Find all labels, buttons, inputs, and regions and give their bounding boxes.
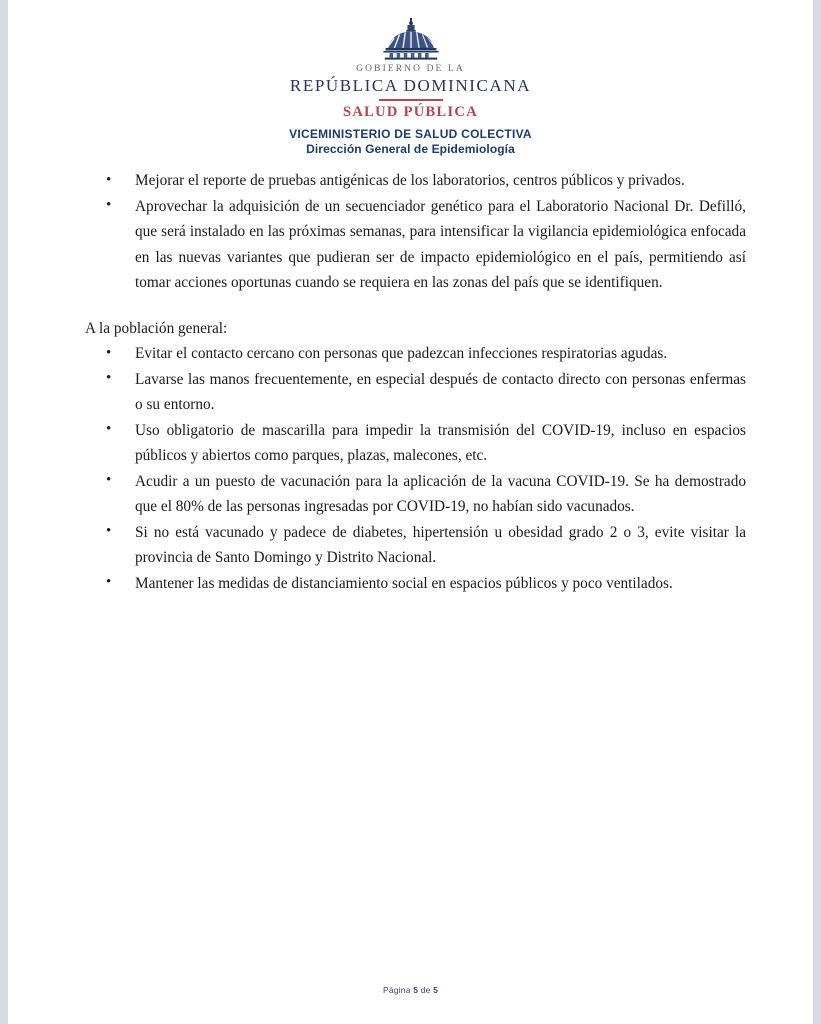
population-recommendations-list xyxy=(82,341,746,596)
viceministerio-subtitle: VICEMINISTERIO DE SALUD COLECTIVA xyxy=(289,127,532,141)
document-body xyxy=(82,168,746,596)
list-item: • Mejorar el reporte de pruebas antigénicas de los laboratorios, centros públicos y privados. xyxy=(82,168,746,194)
header-divider xyxy=(379,99,443,101)
list-item: • Aprovechar la adquisición de un secuenciador genético para el Laboratorio Nacional Dr. Defilló, que será instalado en las próximas semanas, para intensificar la vigilancia epidemiológica enfocada en las nuevas variantes que pudieran ser de impacto epidemiológico en el país, permitiendo así tomar acciones oportunas cuando se requiera en las zonas del país que se identifiquen. xyxy=(82,194,746,296)
list-item: • Mantener las medidas de distanciamiento social en espacios públicos y poco ventilados. xyxy=(82,571,746,597)
list-item: • Uso obligatorio de mascarilla para impedir la transmisión del COVID-19, incluso en espacios públicos y abiertos como parques, plazas, malecones, etc. xyxy=(82,418,746,469)
list-item: • Evitar el contacto cercano con personas que padezcan infecciones respiratorias agudas. xyxy=(82,341,746,367)
footer-page-middle: de xyxy=(418,985,434,995)
section-heading-poblacion-general: A la población general: xyxy=(85,319,228,337)
list-item: • Si no está vacunado y padece de diabetes, hipertensión u obesidad grado 2 o 3, evite visitar la provincia de Santo Domingo y Distrito Nacional. xyxy=(82,520,746,571)
list-item: • Acudir a un puesto de vacunación para la aplicación de la vacuna COVID-19. Se ha demostrado que el 80% de las personas ingresadas por COVID-19, no habían sido vacunados. xyxy=(82,469,746,520)
gobierno-label: GOBIERNO DE LA xyxy=(356,64,465,74)
document-page xyxy=(8,0,813,1024)
list-item: • Lavarse las manos frecuentemente, en especial después de contacto directo con personas enfermas o su entorno. xyxy=(82,367,746,418)
salud-publica-title: SALUD PÚBLICA xyxy=(343,103,478,120)
footer-total-pages: 5 xyxy=(433,985,439,995)
page-footer xyxy=(8,985,813,995)
footer-page-prefix: Página xyxy=(382,985,414,995)
direccion-epidemiologia-subtitle: Dirección General de Epidemiología xyxy=(306,142,515,156)
republica-dominicana-title: REPÚBLICA DOMINICANA xyxy=(289,75,532,95)
top-recommendations-list xyxy=(82,168,746,296)
footer-current-page: 5 xyxy=(413,985,419,995)
letterhead xyxy=(8,0,813,155)
capitol-dome-icon xyxy=(8,18,813,60)
